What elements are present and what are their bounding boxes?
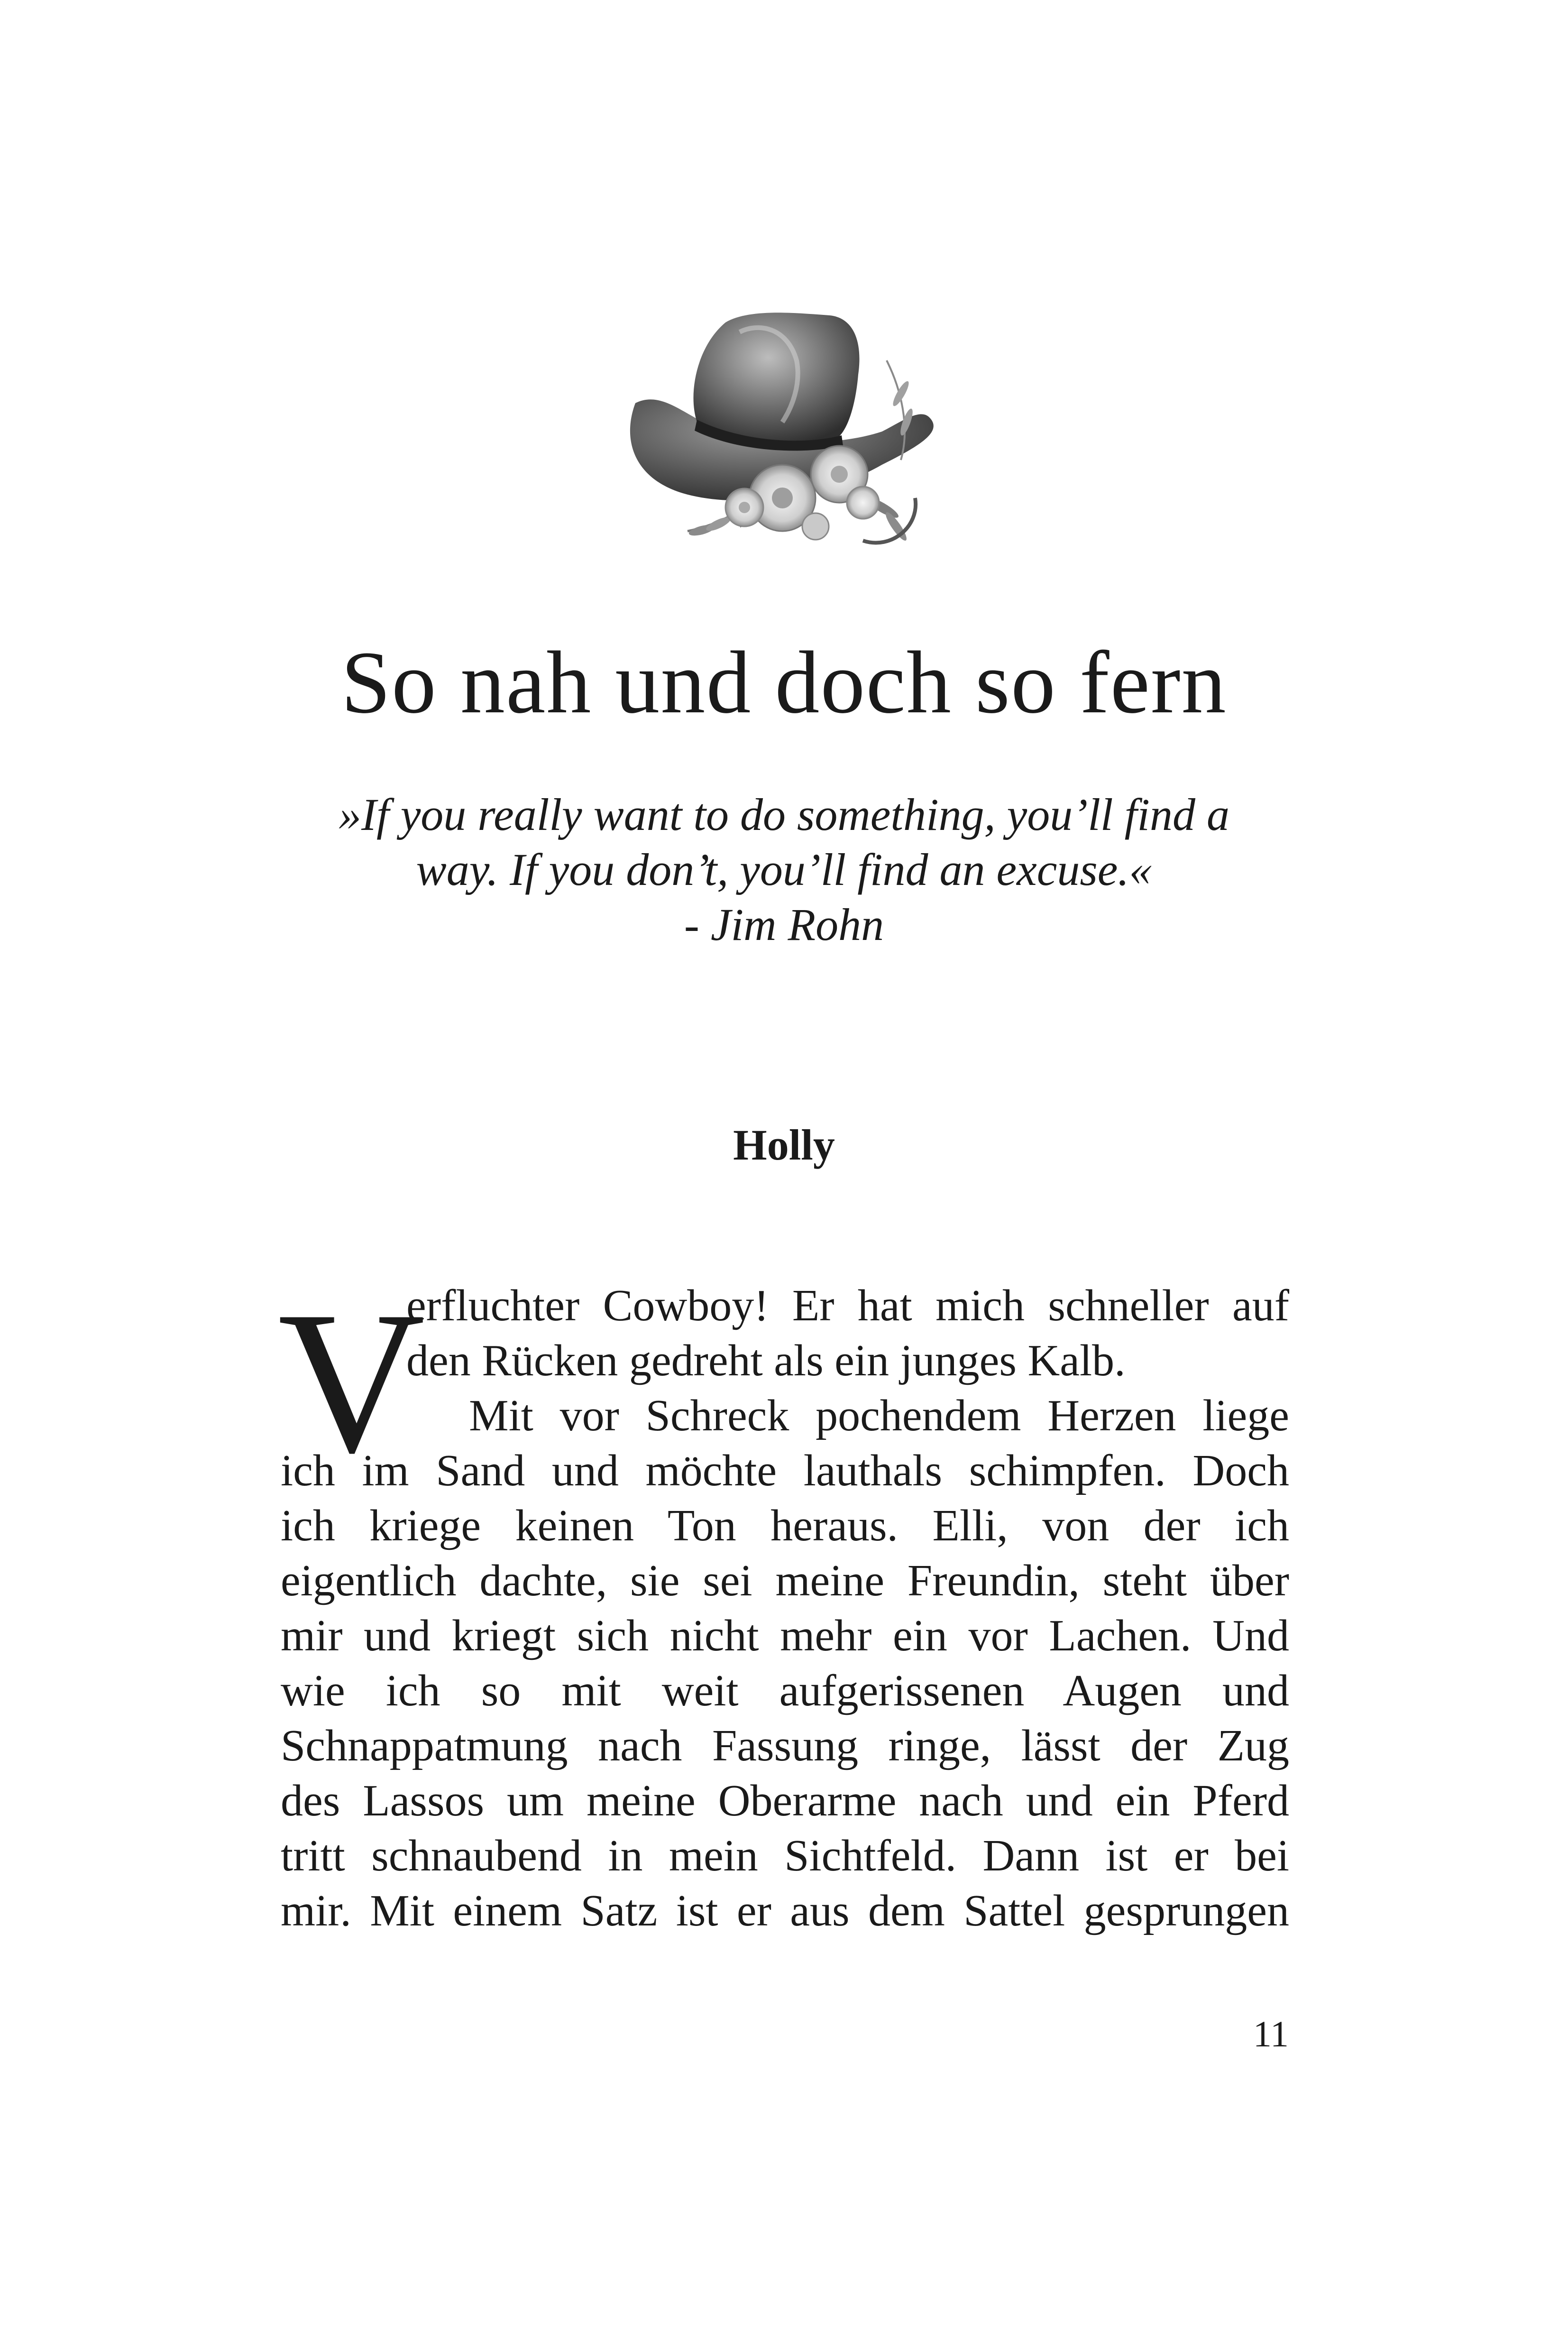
- text-line: tritt schnaubend in mein Sichtfeld. Dann ist er bei: [281, 1831, 1289, 1880]
- text-line: den Rücken gedreht als ein junges Kalb.: [406, 1336, 1126, 1385]
- epigraph-quote: [0, 787, 1568, 952]
- text-line: mir und kriegt sich nicht mehr ein vor Lachen. Und: [281, 1611, 1289, 1660]
- page-number: 11: [1253, 2013, 1289, 2054]
- cowboy-hat-with-flowers-icon: [616, 304, 958, 569]
- drop-cap-letter: V: [278, 1270, 425, 1495]
- epigraph-line: »If you really want to do something, you’ll find a: [339, 789, 1229, 840]
- text-line: ich im Sand und möchte lauthals schimpfen. Doch: [281, 1446, 1289, 1495]
- text-line: eigentlich dachte, sie sei meine Freundin, steht über: [281, 1556, 1289, 1605]
- epigraph-attribution: - Jim Rohn: [684, 899, 884, 950]
- chapter-title: So nah und doch so fern: [341, 633, 1227, 732]
- chapter-body-text: [281, 1278, 1289, 1938]
- text-line: erfluchter Cowboy! Er hat mich schneller auf: [406, 1281, 1289, 1330]
- text-line: mir. Mit einem Satz ist er aus dem Sattel gesprungen: [281, 1886, 1289, 1935]
- epigraph-line: way. If you don’t, you’ll find an excuse.«: [416, 844, 1152, 895]
- text-line: des Lassos um meine Oberarme nach und ein Pferd: [281, 1776, 1289, 1825]
- text-line: wie ich so mit weit aufgerissenen Augen und: [281, 1666, 1289, 1715]
- text-line: ich kriege keinen Ton heraus. Elli, von der ich: [281, 1501, 1289, 1550]
- text-line: Schnappatmung nach Fassung ringe, lässt der Zug: [281, 1721, 1289, 1770]
- text-line: Mit vor Schreck pochendem Herzen liege: [469, 1391, 1289, 1440]
- pov-character-heading: Holly: [733, 1121, 835, 1169]
